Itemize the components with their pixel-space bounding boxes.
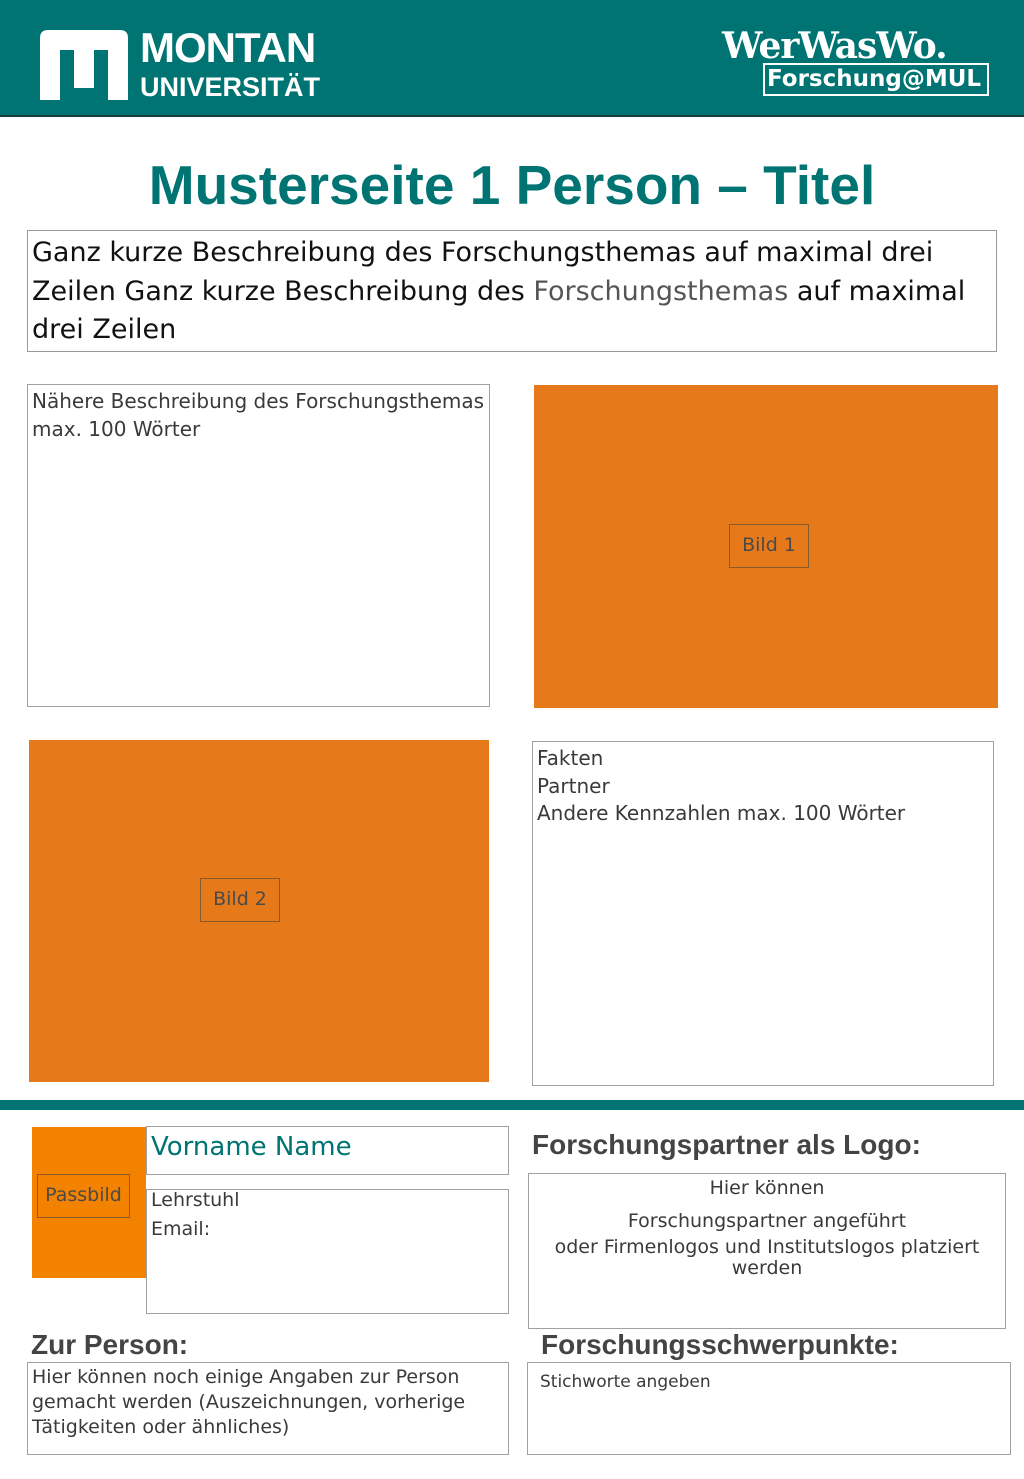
partners-heading: Forschungspartner als Logo: [532,1129,921,1160]
person-name: Vorname Name [151,1132,352,1162]
montanuniversitaet-logo-icon [40,30,128,100]
about-person-heading: Zur Person: [31,1329,189,1360]
page-title: Musterseite 1 Person – Titel [148,154,876,216]
partners-line2: Forschungspartner angeführt [627,1209,907,1232]
short-description-part2: Forschungsthemas [533,275,789,307]
facts-line2: Partner [537,773,610,798]
contact-text [151,1186,240,1244]
partners-line1: Hier können [709,1177,825,1199]
short-description-part3: auf maximal drei Zeilen [32,275,966,345]
short-description-part1: Ganz kurze Beschreibung des Forschungsthemas auf maximal drei Zeilen Ganz kurze Beschreibung des [32,237,934,307]
about-person-line3: Tätigkeiten oder ähnliches) [32,1416,290,1438]
image-label-1: Bild 1 [729,524,809,568]
about-person-line2: gemacht werden (Auszeichnungen, vorherige [32,1391,466,1413]
detail-description-text [32,388,488,443]
facts-line3: Andere Kennzahlen max. 100 Wörter [537,801,906,825]
research-focus-heading: Forschungsschwerpunkte: [541,1329,899,1360]
partners-text [528,1172,1006,1279]
logo-text-montan: MONTAN [140,24,316,71]
partners-line4: werden [731,1257,803,1279]
logo-text-universitaet: UNIVERSITÄT [140,72,321,102]
detail-description-line1: Nähere Beschreibung des Forschungsthemas [32,389,485,413]
research-focus-text: Stichworte angeben [540,1372,711,1392]
short-description-text [32,234,992,350]
brand-forschung-mul: Forschung@MUL [763,63,989,96]
brand-werwaswo: WerWasWo. [722,25,947,67]
facts-line1: Fakten [537,746,604,770]
person-chair: Lehrstuhl [151,1189,240,1211]
section-divider [0,1100,1024,1110]
partners-line3: oder Firmenlogos und Institutslogos platziert [554,1236,980,1258]
facts-text [537,745,987,828]
detail-description-line2: max. 100 Wörter [32,416,201,441]
image-label-2: Bild 2 [200,878,280,922]
person-email: Email: [151,1218,211,1240]
about-person-line1: Hier können noch einige Angaben zur Person [32,1366,460,1388]
passport-photo-label: Passbild [37,1174,130,1218]
about-person-text [32,1365,504,1440]
